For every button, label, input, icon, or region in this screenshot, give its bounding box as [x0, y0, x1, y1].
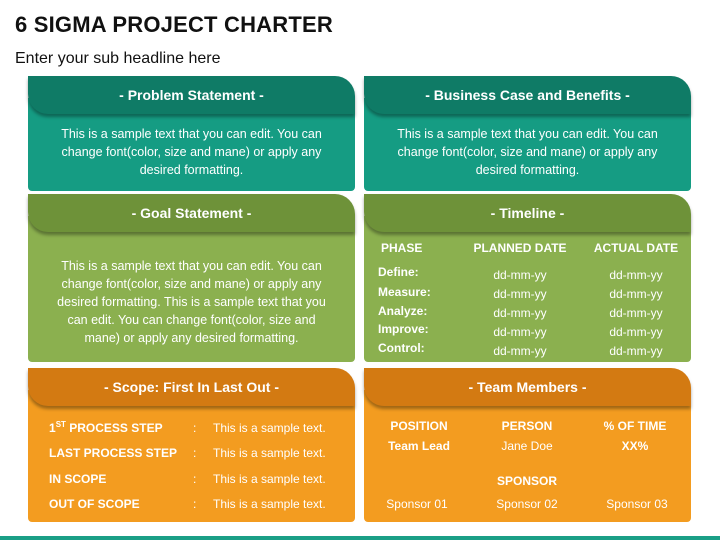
timeline-phase: Analyze: [378, 304, 428, 318]
team-members-header: - Team Members - [364, 368, 691, 406]
timeline-phase: Improve: [378, 322, 429, 336]
scope-value: This is a sample text. [213, 497, 326, 511]
team-time: XX% [621, 439, 649, 453]
timeline-planned: dd-mm-yy [493, 325, 547, 339]
scope-header: - Scope: First In Last Out - [28, 368, 355, 406]
scope-separator: : [193, 446, 197, 460]
team-position: Team Lead [388, 439, 450, 453]
page-title: 6 SIGMA PROJECT CHARTER [15, 12, 333, 37]
scope-label: OUT OF SCOPE [49, 497, 140, 511]
goal-statement-header: - Goal Statement - [28, 194, 355, 232]
timeline-planned: dd-mm-yy [493, 268, 547, 282]
team-sponsor: Sponsor 02 [496, 497, 558, 511]
business-case-header: - Business Case and Benefits - [364, 76, 691, 114]
team-person: Jane Doe [501, 439, 553, 453]
problem-statement-panel [28, 76, 355, 191]
timeline-col-actual: ACTUAL DATE [593, 241, 679, 255]
scope-value: This is a sample text. [213, 446, 326, 460]
timeline-planned: dd-mm-yy [493, 306, 547, 320]
timeline-actual: dd-mm-yy [609, 268, 663, 282]
scope-label: 1ST PROCESS STEP [49, 420, 163, 435]
team-sponsor-heading: SPONSOR [496, 474, 557, 488]
problem-statement-text: This is a sample text that you can edit. You can change font(color, size and mane) or apply any desired formatting. [61, 127, 322, 177]
team-col-position: POSITION [390, 419, 448, 433]
scope-value: This is a sample text. [213, 472, 326, 486]
team-members-panel [364, 368, 691, 522]
timeline-actual: dd-mm-yy [609, 344, 663, 358]
scope-separator: : [193, 421, 197, 435]
problem-statement-header: - Problem Statement - [28, 76, 355, 114]
timeline-col-planned: PLANNED DATE [473, 241, 567, 255]
goal-statement-panel [28, 194, 355, 362]
team-sponsor: Sponsor 03 [606, 497, 668, 511]
team-sponsor: Sponsor 01 [386, 497, 448, 511]
business-case-panel [364, 76, 691, 191]
timeline-actual: dd-mm-yy [609, 306, 663, 320]
timeline-actual: dd-mm-yy [609, 325, 663, 339]
timeline-col-phase: PHASE [381, 241, 423, 255]
goal-statement-text: This is a sample text that you can edit. You can change font(color, size and mane) or apply any desired formatting. This is a sample text that you can edit. You can change font(color, size and mane) or apply any desired formatting. [57, 259, 326, 345]
timeline-phase: Control: [378, 341, 425, 355]
scope-label: IN SCOPE [49, 472, 107, 486]
scope-separator: : [193, 472, 197, 486]
timeline-planned: dd-mm-yy [493, 287, 547, 301]
team-col-time: % OF TIME [603, 419, 667, 433]
scope-label: LAST PROCESS STEP [49, 446, 178, 460]
timeline-panel [364, 194, 691, 362]
timeline-header: - Timeline - [364, 194, 691, 232]
timeline-actual: dd-mm-yy [609, 287, 663, 301]
business-case-text: This is a sample text that you can edit. You can change font(color, size and mane) or apply any desired formatting. [397, 127, 658, 177]
scope-value: This is a sample text. [213, 421, 326, 435]
page-subtitle: Enter your sub headline here [15, 50, 221, 67]
team-col-person: PERSON [501, 419, 553, 433]
scope-panel [28, 368, 355, 522]
timeline-phase: Measure: [378, 285, 431, 299]
footer-bar [0, 536, 720, 540]
timeline-planned: dd-mm-yy [493, 344, 547, 358]
timeline-phase: Define: [378, 265, 419, 279]
scope-separator: : [193, 497, 197, 511]
